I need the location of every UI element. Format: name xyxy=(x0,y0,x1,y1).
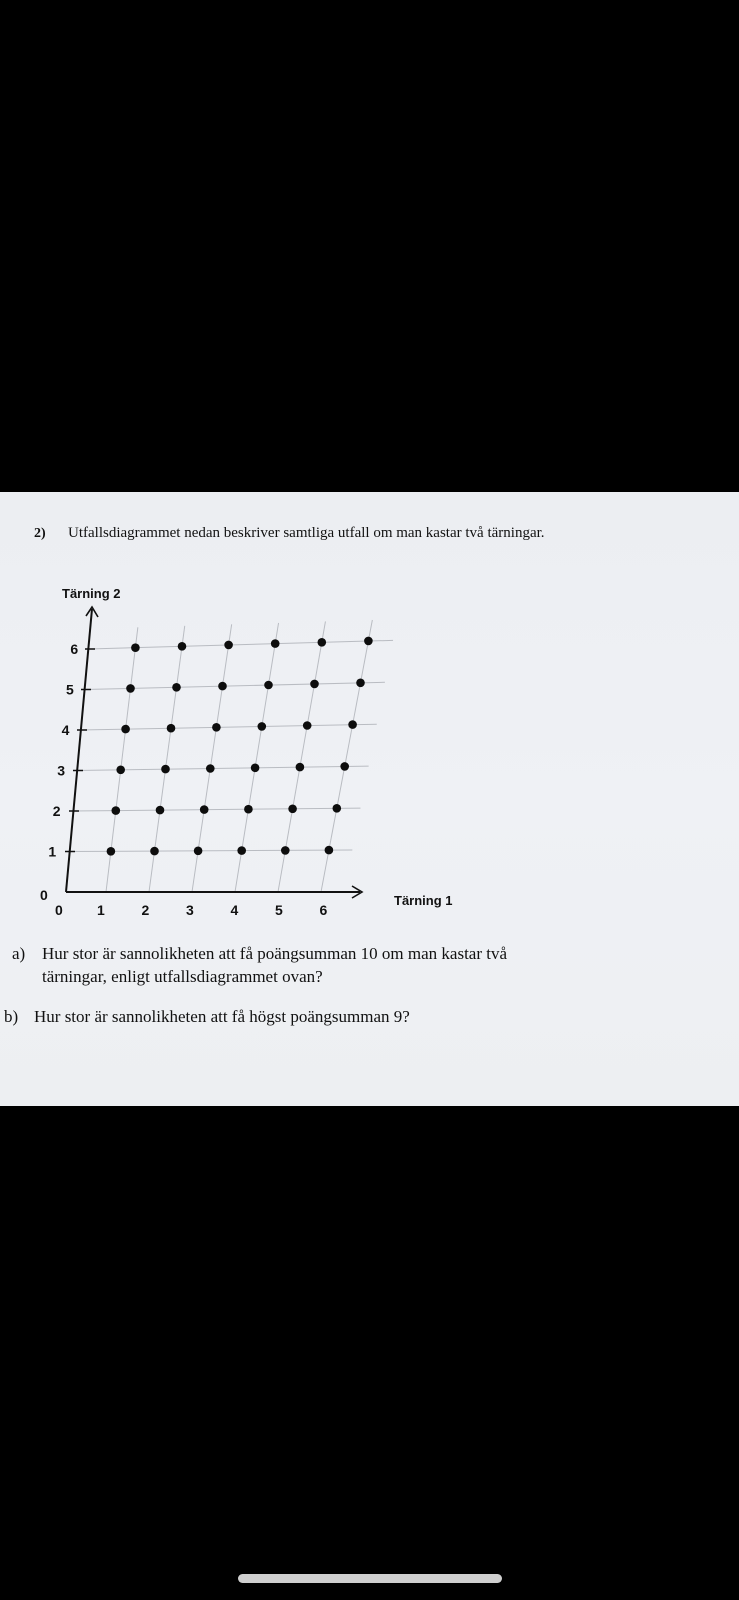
x-tick-label: 6 xyxy=(319,902,328,918)
y-tick-label: 6 xyxy=(70,641,79,657)
subquestion-a-line2: tärningar, enligt utfallsdiagrammet ovan? xyxy=(42,967,323,986)
outcome-point xyxy=(303,721,312,730)
x-tick-label: 0 xyxy=(55,902,63,918)
outcome-point xyxy=(126,684,135,693)
outcome-point xyxy=(296,763,305,772)
outcome-point xyxy=(271,639,280,648)
outcome-point xyxy=(288,805,297,814)
outcome-point xyxy=(340,762,349,771)
outcome-point xyxy=(161,765,170,774)
outcome-point xyxy=(237,846,246,855)
outcome-point xyxy=(116,766,125,775)
question-number: 2) xyxy=(34,526,46,541)
outcome-point xyxy=(258,722,267,731)
outcome-points xyxy=(107,637,373,856)
outcome-point xyxy=(318,638,327,647)
x-tick-label: 2 xyxy=(141,902,150,918)
outcome-point xyxy=(364,637,373,646)
subquestion-b-label: b) xyxy=(4,1007,19,1026)
outcome-point xyxy=(200,805,209,814)
x-tick-label: 3 xyxy=(186,902,194,918)
y-tick-label: 0 xyxy=(40,887,48,903)
outcome-point xyxy=(172,683,181,692)
outcome-point xyxy=(131,643,140,652)
outcome-point xyxy=(212,723,221,732)
outcome-point xyxy=(167,724,176,733)
x-axis-label: Tärning 1 xyxy=(394,893,453,908)
outcome-point xyxy=(112,806,121,815)
subquestion-a-label: a) xyxy=(12,944,26,963)
outcome-point xyxy=(333,804,342,813)
subquestion-b xyxy=(4,1005,410,1028)
outcome-point xyxy=(310,680,319,689)
question-text: Utfallsdiagrammet nedan beskriver samtliga utfall om man kastar två tärningar. xyxy=(68,525,545,541)
outcome-point xyxy=(356,679,365,688)
y-tick-label: 3 xyxy=(57,762,65,779)
y-tick-label: 5 xyxy=(66,681,74,698)
outcome-point xyxy=(325,846,334,855)
outcome-point xyxy=(281,846,290,855)
tick-labels xyxy=(40,641,328,918)
outcome-point xyxy=(121,725,130,734)
outcome-point xyxy=(194,847,203,856)
x-tick-label: 4 xyxy=(230,902,239,918)
x-tick-label: 5 xyxy=(275,902,283,918)
outcome-point xyxy=(206,764,215,773)
outcome-point xyxy=(348,720,357,729)
y-tick-label: 1 xyxy=(48,843,57,860)
y-tick-label: 2 xyxy=(52,803,61,819)
subquestion-b-line1: Hur stor är sannolikheten att få högst poängsumman 9? xyxy=(34,1007,410,1026)
photographed-worksheet xyxy=(0,492,739,1106)
home-indicator[interactable] xyxy=(238,1574,502,1583)
subquestion-a xyxy=(12,942,507,988)
subquestion-a-line1: Hur stor är sannolikheten att få poängsumman 10 om man kastar två xyxy=(42,944,508,963)
outcome-point xyxy=(251,764,260,773)
outcome-point xyxy=(224,641,233,650)
outcome-point xyxy=(218,682,227,691)
y-tick-label: 4 xyxy=(61,722,70,738)
x-tick-label: 1 xyxy=(97,902,105,918)
y-axis-label: Tärning 2 xyxy=(62,586,121,601)
outcome-point xyxy=(107,847,116,856)
outcome-point xyxy=(264,681,273,690)
grid-lines xyxy=(67,620,393,892)
outcome-point xyxy=(150,847,159,856)
outcome-point xyxy=(156,806,165,815)
outcome-point xyxy=(178,642,187,651)
outcome-point xyxy=(244,805,253,814)
